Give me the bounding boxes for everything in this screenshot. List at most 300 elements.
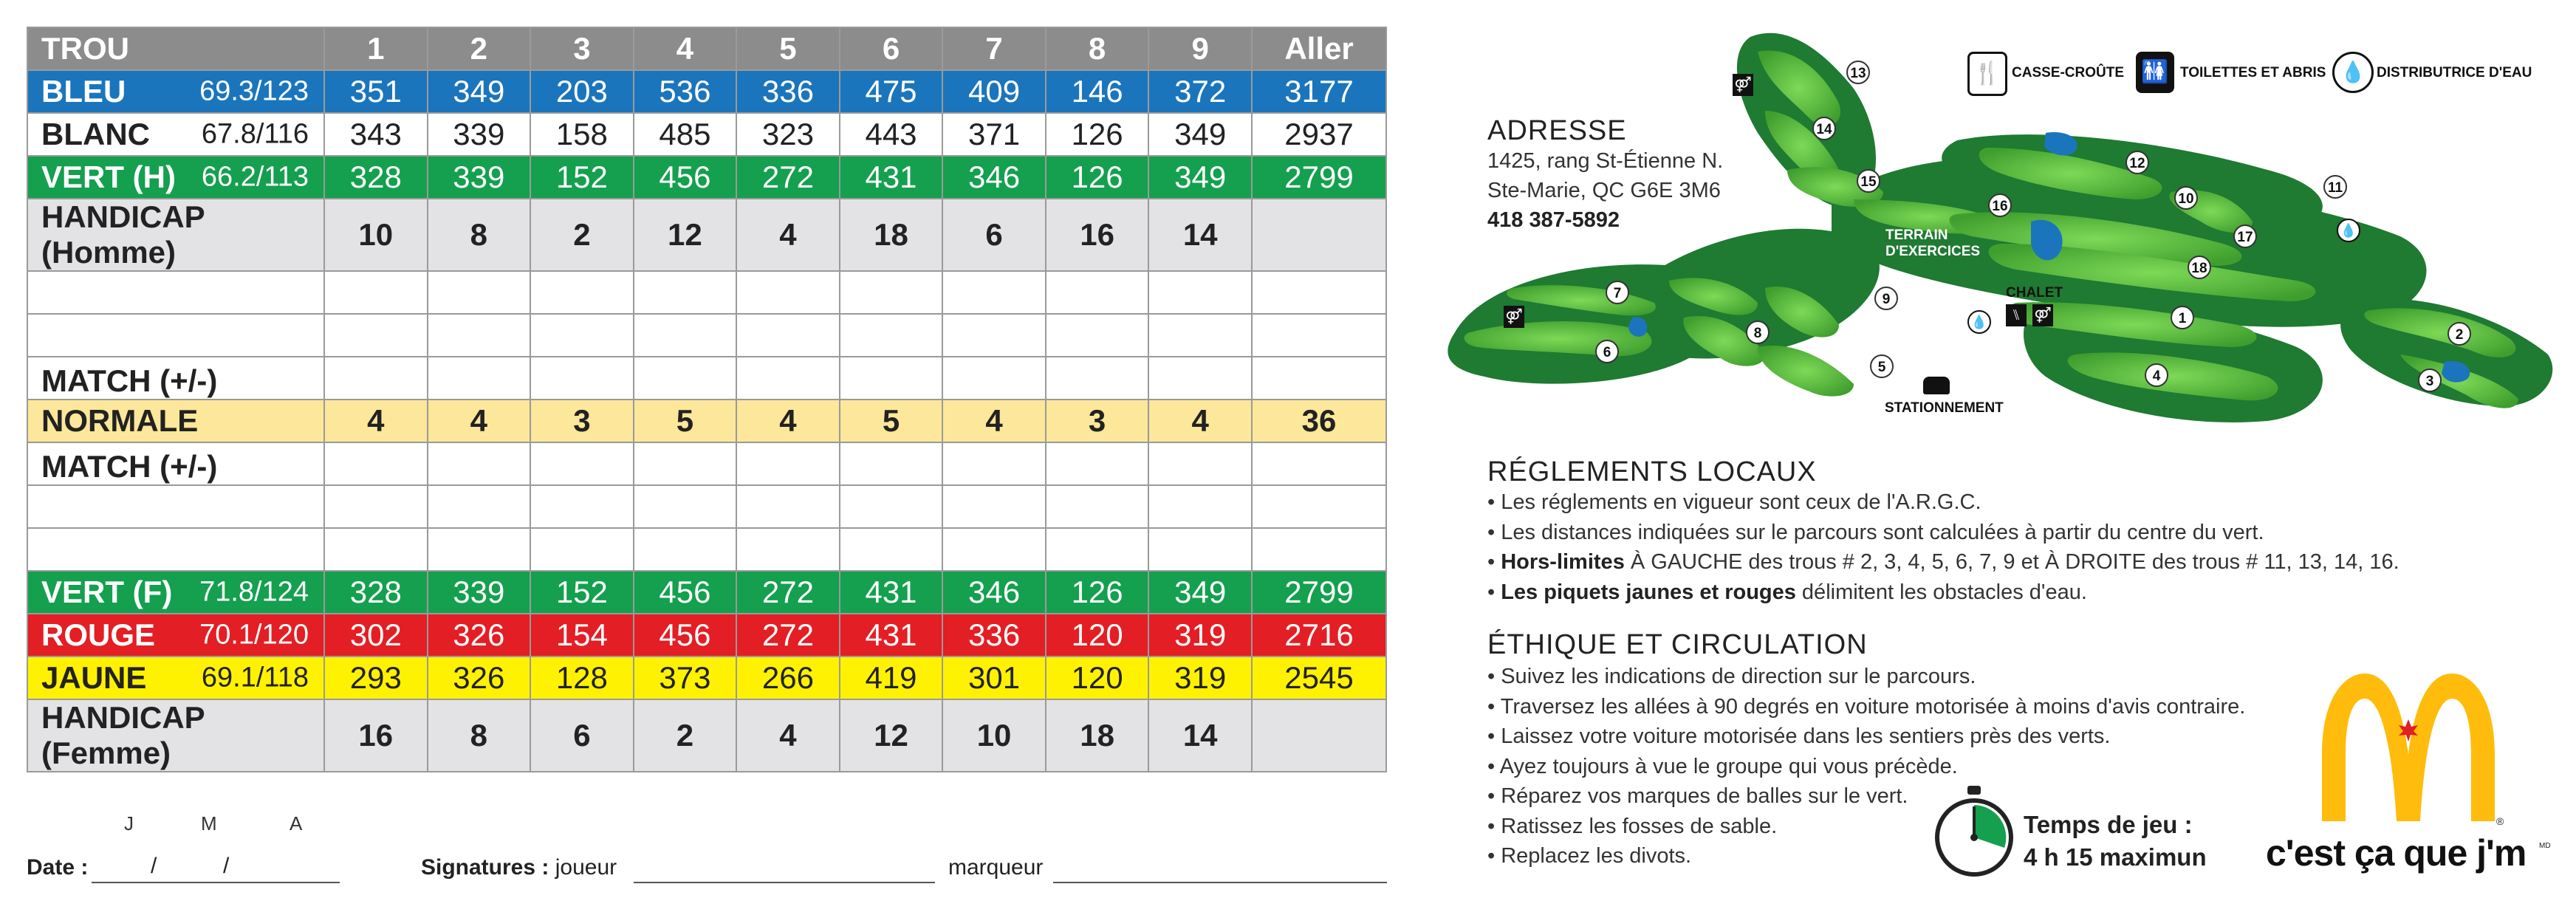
score-entry-cell[interactable] bbox=[530, 314, 634, 357]
yardage-cell: 339 bbox=[428, 571, 531, 614]
score-entry-cell[interactable] bbox=[840, 528, 943, 571]
yardage-cell: 349 bbox=[428, 70, 531, 113]
date-a-label: A bbox=[290, 812, 303, 835]
value-cell: 16 bbox=[1046, 199, 1149, 271]
row-label-cell bbox=[27, 314, 324, 357]
date-slash-2: / bbox=[223, 854, 230, 878]
hole-number: 5 bbox=[736, 27, 840, 70]
row-label-cell bbox=[27, 27, 324, 70]
svg-text:17: 17 bbox=[2237, 230, 2253, 245]
row-label-cell bbox=[27, 571, 324, 614]
score-total-entry-cell[interactable] bbox=[1252, 485, 1386, 528]
row-label-cell bbox=[27, 442, 324, 485]
value-cell: 12 bbox=[634, 199, 737, 271]
yardage-cell: 146 bbox=[1046, 70, 1149, 113]
phone-number: 418 387-5892 bbox=[1487, 208, 1620, 232]
total-cell: 2799 bbox=[1252, 571, 1386, 614]
hole-number: 9 bbox=[1148, 27, 1252, 70]
score-total-entry-cell[interactable] bbox=[1252, 357, 1386, 400]
car-icon bbox=[1923, 377, 1950, 394]
row-label-cell bbox=[27, 156, 324, 199]
course-rating: 71.8/124 bbox=[199, 576, 309, 608]
total-cell bbox=[1252, 699, 1386, 772]
score-entry-cell[interactable] bbox=[530, 485, 634, 528]
score-total-entry-cell[interactable] bbox=[1252, 271, 1386, 314]
yardage-cell: 128 bbox=[530, 657, 634, 699]
rule-item: • Les distances indiquées sur le parcours sont calculées à partir du centre du vert. bbox=[1487, 518, 2399, 548]
row-label: TROU bbox=[41, 31, 129, 66]
value-cell: 4 bbox=[736, 699, 840, 772]
score-entry-cell[interactable] bbox=[634, 485, 737, 528]
toilets-map-icon-3: ⚤ bbox=[2032, 304, 2053, 326]
date-slash-1: / bbox=[151, 854, 157, 878]
score-entry-cell[interactable] bbox=[736, 271, 840, 314]
value-cell: 6 bbox=[530, 699, 634, 772]
ethics-item: • Traversez les allées à 90 degrés en voiture motorisée à moins d'avis contraire. bbox=[1487, 692, 2245, 722]
hole-marker-3 bbox=[2419, 369, 2441, 391]
scorecard-row-empty1 bbox=[27, 271, 1386, 314]
registered-mark: ® bbox=[2496, 815, 2504, 827]
row-label: ROUGE bbox=[41, 617, 156, 652]
score-entry-cell[interactable] bbox=[428, 357, 531, 400]
yardage-cell: 323 bbox=[736, 113, 840, 156]
value-cell: 12 bbox=[840, 699, 943, 772]
yardage-cell: 328 bbox=[324, 156, 428, 199]
score-entry-cell[interactable] bbox=[428, 528, 531, 571]
yardage-cell: 485 bbox=[634, 113, 737, 156]
hole-number: 4 bbox=[634, 27, 737, 70]
yardage-cell: 152 bbox=[530, 156, 634, 199]
parking-label: STATIONNEMENT bbox=[1885, 400, 2004, 416]
yardage-cell: 339 bbox=[428, 156, 531, 199]
hole-marker-15 bbox=[1857, 170, 1880, 192]
value-cell: 5 bbox=[634, 400, 737, 442]
yardage-cell: 301 bbox=[942, 657, 1046, 699]
row-label: HANDICAP (Femme) bbox=[41, 700, 205, 770]
score-entry-cell[interactable] bbox=[1148, 357, 1252, 400]
hole-marker-11 bbox=[2324, 176, 2346, 198]
ethics-item: • Réparez vos marques de balles sur le vert. bbox=[1487, 781, 2245, 812]
hole-marker-6 bbox=[1596, 340, 1618, 363]
value-cell: 14 bbox=[1148, 199, 1252, 271]
pace-label: Temps de jeu : bbox=[2024, 811, 2193, 838]
value-cell: 4 bbox=[428, 400, 531, 442]
total-cell: 2545 bbox=[1252, 657, 1386, 699]
value-cell: 3 bbox=[530, 400, 634, 442]
course-rating: 69.1/118 bbox=[201, 662, 309, 693]
yardage-cell: 272 bbox=[736, 614, 840, 657]
water-map-icon-2: 💧 bbox=[2337, 219, 2360, 242]
chalet-label: CHALET bbox=[2006, 285, 2063, 301]
legend-snack-label: CASSE-CROÛTE bbox=[2012, 65, 2125, 80]
snack-icon: 🍴 bbox=[1967, 52, 2007, 96]
value-cell: 2 bbox=[634, 699, 737, 772]
value-cell: 10 bbox=[942, 699, 1046, 772]
scorecard-row-jaune bbox=[27, 657, 1386, 699]
score-entry-cell[interactable] bbox=[1148, 271, 1252, 314]
row-label-cell bbox=[27, 70, 324, 113]
hole-marker-7 bbox=[1606, 281, 1628, 304]
yardage-cell: 319 bbox=[1148, 657, 1252, 699]
row-label: BLEU bbox=[41, 74, 126, 109]
scorecard-row-match1 bbox=[27, 357, 1386, 400]
yardage-cell: 336 bbox=[736, 70, 840, 113]
row-label-cell bbox=[27, 357, 324, 400]
svg-text:9: 9 bbox=[1882, 292, 1891, 307]
rules-list bbox=[1487, 487, 2399, 607]
scorecard-row-blanc bbox=[27, 113, 1386, 156]
scorecard-row-vert-f bbox=[27, 571, 1386, 614]
value-cell: 4 bbox=[736, 400, 840, 442]
hole-marker-4 bbox=[2145, 364, 2168, 386]
score-entry-cell[interactable] bbox=[1046, 271, 1149, 314]
score-entry-cell[interactable] bbox=[530, 271, 634, 314]
value-cell: 4 bbox=[324, 400, 428, 442]
scorecard-row-rouge bbox=[27, 614, 1386, 657]
hole-number: 7 bbox=[942, 27, 1046, 70]
svg-text:1: 1 bbox=[2178, 311, 2187, 326]
score-entry-cell[interactable] bbox=[942, 314, 1046, 357]
value-cell: 5 bbox=[840, 400, 943, 442]
scorecard-row-vert-h bbox=[27, 156, 1386, 199]
rule-bold: Les piquets jaunes et rouges bbox=[1501, 580, 1796, 604]
scorecard-row-bleu bbox=[27, 70, 1386, 113]
score-total-entry-cell[interactable] bbox=[1252, 528, 1386, 571]
yardage-cell: 203 bbox=[530, 70, 634, 113]
value-cell: 8 bbox=[428, 199, 531, 271]
score-entry-cell[interactable] bbox=[1148, 528, 1252, 571]
row-label: BLANC bbox=[41, 117, 150, 151]
toilets-map-icon-2: ⚤ bbox=[1504, 306, 1524, 328]
trademark-mark: MD bbox=[2539, 842, 2551, 850]
marqueur-signature-field[interactable] bbox=[1053, 882, 1387, 883]
score-entry-cell[interactable] bbox=[942, 442, 1046, 485]
yardage-cell: 349 bbox=[1148, 571, 1252, 614]
yardage-cell: 431 bbox=[840, 571, 943, 614]
score-entry-cell[interactable] bbox=[530, 442, 634, 485]
score-entry-cell[interactable] bbox=[324, 485, 428, 528]
course-rating: 69.3/123 bbox=[199, 75, 309, 107]
score-entry-cell[interactable] bbox=[942, 357, 1046, 400]
hole-marker-17 bbox=[2234, 225, 2256, 247]
hole-number: 6 bbox=[840, 27, 943, 70]
row-label-cell bbox=[27, 199, 324, 271]
svg-text:18: 18 bbox=[2191, 261, 2207, 276]
row-label: HANDICAP (Homme) bbox=[41, 199, 205, 270]
scorecard-row-handicap-f bbox=[27, 699, 1386, 772]
snack-map-icon: ⑊ bbox=[2006, 304, 2027, 326]
yardage-cell: 372 bbox=[1148, 70, 1252, 113]
stopwatch-icon bbox=[1933, 784, 2015, 880]
course-rating: 67.8/116 bbox=[201, 118, 309, 150]
course-rating: 70.1/120 bbox=[199, 619, 309, 651]
score-entry-cell[interactable] bbox=[428, 314, 531, 357]
address-line1: 1425, rang St-Étienne N. bbox=[1487, 149, 1724, 173]
yardage-cell: 326 bbox=[428, 657, 531, 699]
row-label-cell bbox=[27, 400, 324, 442]
yardage-cell: 343 bbox=[324, 113, 428, 156]
row-label: MATCH (+/-) bbox=[41, 363, 218, 398]
score-entry-cell[interactable] bbox=[634, 442, 737, 485]
yardage-cell: 326 bbox=[428, 614, 531, 657]
value-cell: 10 bbox=[324, 199, 428, 271]
score-entry-cell[interactable] bbox=[428, 485, 531, 528]
scorecard-row-match2 bbox=[27, 442, 1386, 485]
score-entry-cell[interactable] bbox=[1148, 314, 1252, 357]
practice-range-label: TERRAIN D'EXERCICES bbox=[1885, 227, 1981, 259]
value-cell: 18 bbox=[1046, 699, 1149, 772]
hole-marker-10 bbox=[2175, 187, 2197, 209]
row-label-cell bbox=[27, 113, 324, 156]
date-field[interactable] bbox=[92, 882, 340, 883]
svg-text:14: 14 bbox=[1816, 122, 1832, 137]
svg-text:7: 7 bbox=[1613, 286, 1622, 301]
scorecard-row-header bbox=[27, 27, 1386, 70]
ethics-item: • Suivez les indications de direction sur le parcours. bbox=[1487, 662, 2245, 692]
joueur-label: joueur bbox=[555, 855, 617, 880]
hole-marker-2 bbox=[2448, 323, 2470, 345]
hole-number: 3 bbox=[530, 27, 634, 70]
yardage-cell: 349 bbox=[1148, 113, 1252, 156]
pace-value: 4 h 15 maximun bbox=[2024, 843, 2207, 871]
row-label-cell bbox=[27, 657, 324, 699]
yardage-cell: 371 bbox=[942, 113, 1046, 156]
yardage-cell: 154 bbox=[530, 614, 634, 657]
scorecard-row-handicap-h bbox=[27, 199, 1386, 271]
hole-marker-16 bbox=[1989, 194, 2011, 216]
row-label-cell bbox=[27, 699, 324, 772]
scorecard-row-empty4 bbox=[27, 528, 1386, 571]
score-entry-cell[interactable] bbox=[1046, 485, 1149, 528]
address-line2: Ste-Marie, QC G6E 3M6 bbox=[1487, 179, 1721, 202]
score-entry-cell[interactable] bbox=[634, 271, 737, 314]
total-cell: 36 bbox=[1252, 400, 1386, 442]
ethics-item: • Ratissez les fosses de sable. bbox=[1487, 812, 2245, 842]
score-entry-cell[interactable] bbox=[324, 314, 428, 357]
score-entry-cell[interactable] bbox=[736, 314, 840, 357]
score-entry-cell[interactable] bbox=[840, 485, 943, 528]
score-entry-cell[interactable] bbox=[634, 528, 737, 571]
total-header: Aller bbox=[1252, 27, 1386, 70]
hole-marker-8 bbox=[1747, 321, 1769, 343]
score-entry-cell[interactable] bbox=[1148, 485, 1252, 528]
svg-text:6: 6 bbox=[1603, 345, 1611, 360]
yardage-cell: 126 bbox=[1046, 156, 1149, 199]
value-cell: 14 bbox=[1148, 699, 1252, 772]
score-entry-cell[interactable] bbox=[428, 442, 531, 485]
scorecard-row-normale bbox=[27, 400, 1386, 442]
yardage-cell: 431 bbox=[840, 614, 943, 657]
svg-text:10: 10 bbox=[2178, 191, 2194, 207]
hole-number: 8 bbox=[1046, 27, 1149, 70]
row-label: VERT (F) bbox=[41, 575, 173, 609]
signatures-label: Signatures : bbox=[421, 855, 549, 880]
score-entry-cell[interactable] bbox=[530, 357, 634, 400]
yardage-cell: 158 bbox=[530, 113, 634, 156]
row-label-cell bbox=[27, 614, 324, 657]
yardage-cell: 120 bbox=[1046, 614, 1149, 657]
row-label-cell bbox=[27, 528, 324, 571]
mcdonalds-arches-logo bbox=[2316, 674, 2501, 821]
slogan: c'est ça que j'm bbox=[2266, 832, 2527, 874]
score-entry-cell[interactable] bbox=[1046, 357, 1149, 400]
value-cell: 4 bbox=[736, 199, 840, 271]
yardage-cell: 272 bbox=[736, 571, 840, 614]
hole-marker-5 bbox=[1871, 355, 1893, 377]
scorecard-table bbox=[27, 27, 1387, 772]
score-entry-cell[interactable] bbox=[942, 528, 1046, 571]
row-label-cell bbox=[27, 271, 324, 314]
yardage-cell: 475 bbox=[840, 70, 943, 113]
rule-item: • Les réglements en vigueur sont ceux de l'A.R.G.C. bbox=[1487, 487, 2399, 518]
legend-toilets-label: TOILETTES ET ABRIS bbox=[2180, 65, 2326, 80]
yardage-cell: 346 bbox=[942, 156, 1046, 199]
total-cell: 2799 bbox=[1252, 156, 1386, 199]
joueur-signature-field[interactable] bbox=[634, 882, 935, 883]
row-label: NORMALE bbox=[41, 403, 199, 438]
rule-bold: Hors-limites bbox=[1501, 550, 1625, 574]
scorecard-row-empty2 bbox=[27, 314, 1386, 357]
yardage-cell: 152 bbox=[530, 571, 634, 614]
total-cell: 2937 bbox=[1252, 113, 1386, 156]
yardage-cell: 328 bbox=[324, 571, 428, 614]
score-total-entry-cell[interactable] bbox=[1252, 442, 1386, 485]
rule-item bbox=[1487, 547, 2399, 578]
water-icon: 💧 bbox=[2332, 52, 2374, 93]
yardage-cell: 319 bbox=[1148, 614, 1252, 657]
total-cell bbox=[1252, 199, 1386, 271]
score-entry-cell[interactable] bbox=[736, 442, 840, 485]
value-cell: 6 bbox=[942, 199, 1046, 271]
yardage-cell: 409 bbox=[942, 70, 1046, 113]
score-entry-cell[interactable] bbox=[1046, 314, 1149, 357]
value-cell: 4 bbox=[1148, 400, 1252, 442]
value-cell: 3 bbox=[1046, 400, 1149, 442]
score-total-entry-cell[interactable] bbox=[1252, 314, 1386, 357]
rule-item bbox=[1487, 578, 2399, 608]
yardage-cell: 536 bbox=[634, 70, 737, 113]
score-entry-cell[interactable] bbox=[840, 357, 943, 400]
rules-title: RÉGLEMENTS LOCAUX bbox=[1487, 456, 1817, 487]
svg-text:3: 3 bbox=[2425, 374, 2434, 389]
value-cell: 16 bbox=[324, 699, 428, 772]
svg-text:16: 16 bbox=[1992, 199, 2008, 214]
ethics-item: • Replacez les divots. bbox=[1487, 841, 2245, 871]
score-entry-cell[interactable] bbox=[942, 485, 1046, 528]
score-entry-cell[interactable] bbox=[324, 528, 428, 571]
svg-text:5: 5 bbox=[1877, 360, 1886, 375]
score-entry-cell[interactable] bbox=[634, 357, 737, 400]
water-map-icon: 💧 bbox=[1967, 310, 1991, 334]
score-entry-cell[interactable] bbox=[324, 357, 428, 400]
svg-text:4: 4 bbox=[2152, 369, 2161, 384]
hole-marker-9 bbox=[1875, 287, 1897, 309]
date-j-label: J bbox=[124, 812, 134, 835]
score-entry-cell[interactable] bbox=[530, 528, 634, 571]
rule-text: À GAUCHE des trous # 2, 3, 4, 5, 6, 7, 9 et À DROITE des trous # 11, 13, 14, 16. bbox=[1624, 550, 2399, 574]
score-entry-cell[interactable] bbox=[1046, 442, 1149, 485]
date-label: Date : bbox=[27, 855, 89, 880]
row-label: MATCH (+/-) bbox=[41, 449, 218, 484]
ethics-item: • Laissez votre voiture motorisée dans les sentiers près des verts. bbox=[1487, 722, 2245, 752]
hole-number: 1 bbox=[324, 27, 428, 70]
svg-text:2: 2 bbox=[2455, 327, 2464, 343]
yardage-cell: 443 bbox=[840, 113, 943, 156]
value-cell: 4 bbox=[942, 400, 1046, 442]
hole-marker-1 bbox=[2171, 306, 2193, 329]
yardage-cell: 272 bbox=[736, 156, 840, 199]
yardage-cell: 456 bbox=[634, 614, 737, 657]
score-entry-cell[interactable] bbox=[428, 271, 531, 314]
yardage-cell: 336 bbox=[942, 614, 1046, 657]
value-cell: 18 bbox=[840, 199, 943, 271]
hole-number: 2 bbox=[428, 27, 531, 70]
rule-text: délimitent les obstacles d'eau. bbox=[1795, 580, 2087, 604]
legend-water-label: DISTRIBUTRICE D'EAU bbox=[2377, 65, 2532, 80]
row-label: JAUNE bbox=[41, 660, 147, 695]
score-entry-cell[interactable] bbox=[736, 357, 840, 400]
hole-marker-14 bbox=[1813, 117, 1835, 140]
score-entry-cell[interactable] bbox=[736, 485, 840, 528]
svg-text:13: 13 bbox=[1850, 66, 1866, 81]
score-entry-cell[interactable] bbox=[736, 528, 840, 571]
score-entry-cell[interactable] bbox=[942, 271, 1046, 314]
yardage-cell: 351 bbox=[324, 70, 428, 113]
yardage-cell: 346 bbox=[942, 571, 1046, 614]
score-entry-cell[interactable] bbox=[840, 314, 943, 357]
toilets-icon: 🚻 bbox=[2136, 52, 2174, 93]
address-title: ADRESSE bbox=[1487, 115, 1627, 146]
ethics-title: ÉTHIQUE ET CIRCULATION bbox=[1487, 629, 1868, 660]
value-cell: 8 bbox=[428, 699, 531, 772]
svg-text:8: 8 bbox=[1753, 326, 1762, 341]
yardage-cell: 120 bbox=[1046, 657, 1149, 699]
yardage-cell: 126 bbox=[1046, 571, 1149, 614]
svg-text:11: 11 bbox=[2327, 180, 2343, 196]
row-label: VERT (H) bbox=[41, 160, 176, 194]
row-label-cell bbox=[27, 485, 324, 528]
ethics-list bbox=[1487, 662, 2245, 871]
yardage-cell: 349 bbox=[1148, 156, 1252, 199]
svg-text:12: 12 bbox=[2129, 156, 2145, 171]
yardage-cell: 339 bbox=[428, 113, 531, 156]
yardage-cell: 431 bbox=[840, 156, 943, 199]
score-entry-cell[interactable] bbox=[840, 271, 943, 314]
value-cell: 2 bbox=[530, 199, 634, 271]
score-entry-cell[interactable] bbox=[1046, 528, 1149, 571]
scorecard-row-empty3 bbox=[27, 485, 1386, 528]
score-entry-cell[interactable] bbox=[840, 442, 943, 485]
total-cell: 3177 bbox=[1252, 70, 1386, 113]
yardage-cell: 456 bbox=[634, 156, 737, 199]
yardage-cell: 419 bbox=[840, 657, 943, 699]
score-entry-cell[interactable] bbox=[324, 442, 428, 485]
score-entry-cell[interactable] bbox=[1148, 442, 1252, 485]
hole-marker-12 bbox=[2126, 151, 2148, 174]
date-m-label: M bbox=[201, 812, 217, 835]
yardage-cell: 126 bbox=[1046, 113, 1149, 156]
marqueur-label: marqueur bbox=[948, 855, 1044, 880]
yardage-cell: 266 bbox=[736, 657, 840, 699]
score-entry-cell[interactable] bbox=[634, 314, 737, 357]
score-entry-cell[interactable] bbox=[324, 271, 428, 314]
svg-text:15: 15 bbox=[1860, 174, 1877, 190]
course-rating: 66.2/113 bbox=[201, 161, 309, 193]
hole-marker-18 bbox=[2188, 256, 2210, 278]
ethics-item: • Ayez toujours à vue le groupe qui vous précède. bbox=[1487, 752, 2245, 782]
yardage-cell: 456 bbox=[634, 571, 737, 614]
toilets-map-icon: ⚤ bbox=[1733, 74, 1753, 96]
